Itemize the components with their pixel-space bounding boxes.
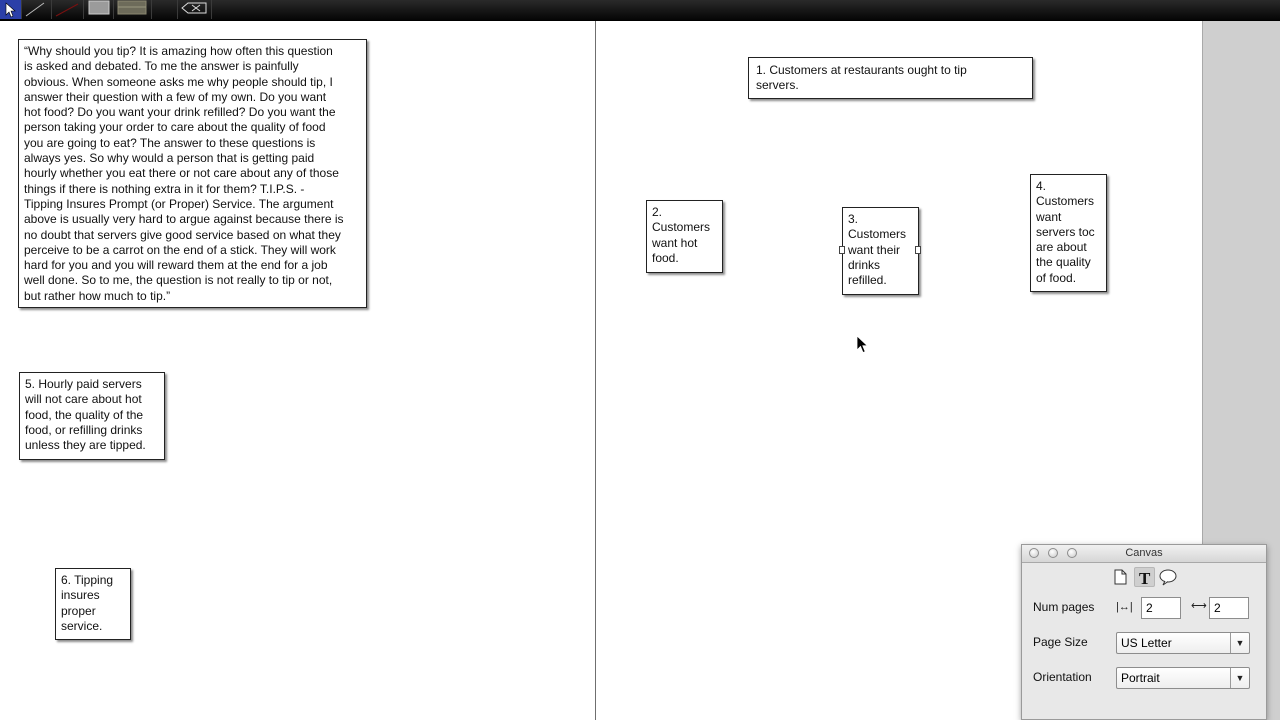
palette-title: Canvas <box>1125 547 1163 559</box>
orientation-value: Portrait <box>1121 671 1160 685</box>
inspector-tabs <box>1110 567 1174 587</box>
top-toolbar <box>0 0 1280 21</box>
zoom-button-icon[interactable] <box>1067 548 1077 558</box>
palette-titlebar[interactable] <box>1022 545 1266 563</box>
page-size-value: US Letter <box>1121 636 1172 650</box>
rectangle-tool-icon[interactable] <box>84 0 114 19</box>
orientation-select[interactable] <box>1116 667 1250 689</box>
note-4[interactable]: 4. Customers want servers toc are about the quality of food. <box>1030 174 1107 292</box>
right-resize-handle[interactable] <box>915 246 921 254</box>
quote-note[interactable]: “Why should you tip? It is amazing how often this question is asked and debated. To me the answer is painfully obvious. When someone asks me why people should tip, I answer their question with a few of my own. Do you want hot food? Do you want your drink refilled? Do you want the person taking your order to care about the quality of food you are going to eat? The answer to these questions is always yes. So why would a person that is getting paid hourly whether you eat there or not care about any of those things if there is nothing extra in it for them? T.I.P.S. - Tipping Insures Prompt (or Proper) Service. The argument above is usually very hard to argue against because there is no doubt that servers give good service based on what they perceive to be a carrot on the end of a stick. They will work hard for you and you will reward them at the end for a job well done. So to me, the question is not really to tip or not, but rather how much to tip.” <box>18 39 367 308</box>
vertical-pages-icon: ⟷ <box>1191 600 1207 612</box>
page-size-select[interactable] <box>1116 632 1250 654</box>
left-resize-handle[interactable] <box>839 246 845 254</box>
pen-tool-icon[interactable] <box>52 0 84 19</box>
pages-down-field[interactable]: 2 <box>1209 597 1249 619</box>
pages-across-field[interactable]: 2 <box>1141 597 1181 619</box>
note-2[interactable]: 2. Customers want hot food. <box>646 200 723 273</box>
note-3[interactable]: 3. Customers want their drinks refilled. <box>842 207 919 295</box>
note-1[interactable]: 1. Customers at restaurants ought to tip servers. <box>748 57 1033 99</box>
mouse-cursor-icon <box>856 335 870 360</box>
page-break-vertical <box>595 21 596 720</box>
num-pages-label: Num pages <box>1033 600 1095 614</box>
grid-tool-icon[interactable] <box>114 0 152 19</box>
canvas-inspector-palette <box>1021 544 1267 720</box>
orientation-label: Orientation <box>1033 670 1092 684</box>
separator-icon <box>152 0 178 19</box>
note-5[interactable]: 5. Hourly paid servers will not care about hot food, the quality of the food, or refilling drinks unless they are tipped. <box>19 372 165 460</box>
line-tool-icon[interactable] <box>22 0 52 19</box>
horizontal-pages-icon: |↔| <box>1116 601 1133 613</box>
text-icon[interactable] <box>1134 567 1155 587</box>
page-size-label: Page Size <box>1033 635 1088 649</box>
note-6[interactable]: 6. Tipping insures proper service. <box>55 568 131 640</box>
pointer-tool-icon[interactable] <box>0 0 22 19</box>
close-button-icon[interactable] <box>1029 548 1039 558</box>
chevron-down-icon: ▼ <box>1230 668 1249 688</box>
svg-text:T: T <box>1139 569 1151 588</box>
minimize-button-icon[interactable] <box>1048 548 1058 558</box>
document-icon[interactable] <box>1110 567 1131 587</box>
chevron-down-icon: ▼ <box>1230 633 1249 653</box>
speech-bubble-icon[interactable] <box>1157 567 1178 587</box>
eraser-tool-icon[interactable] <box>178 0 212 19</box>
